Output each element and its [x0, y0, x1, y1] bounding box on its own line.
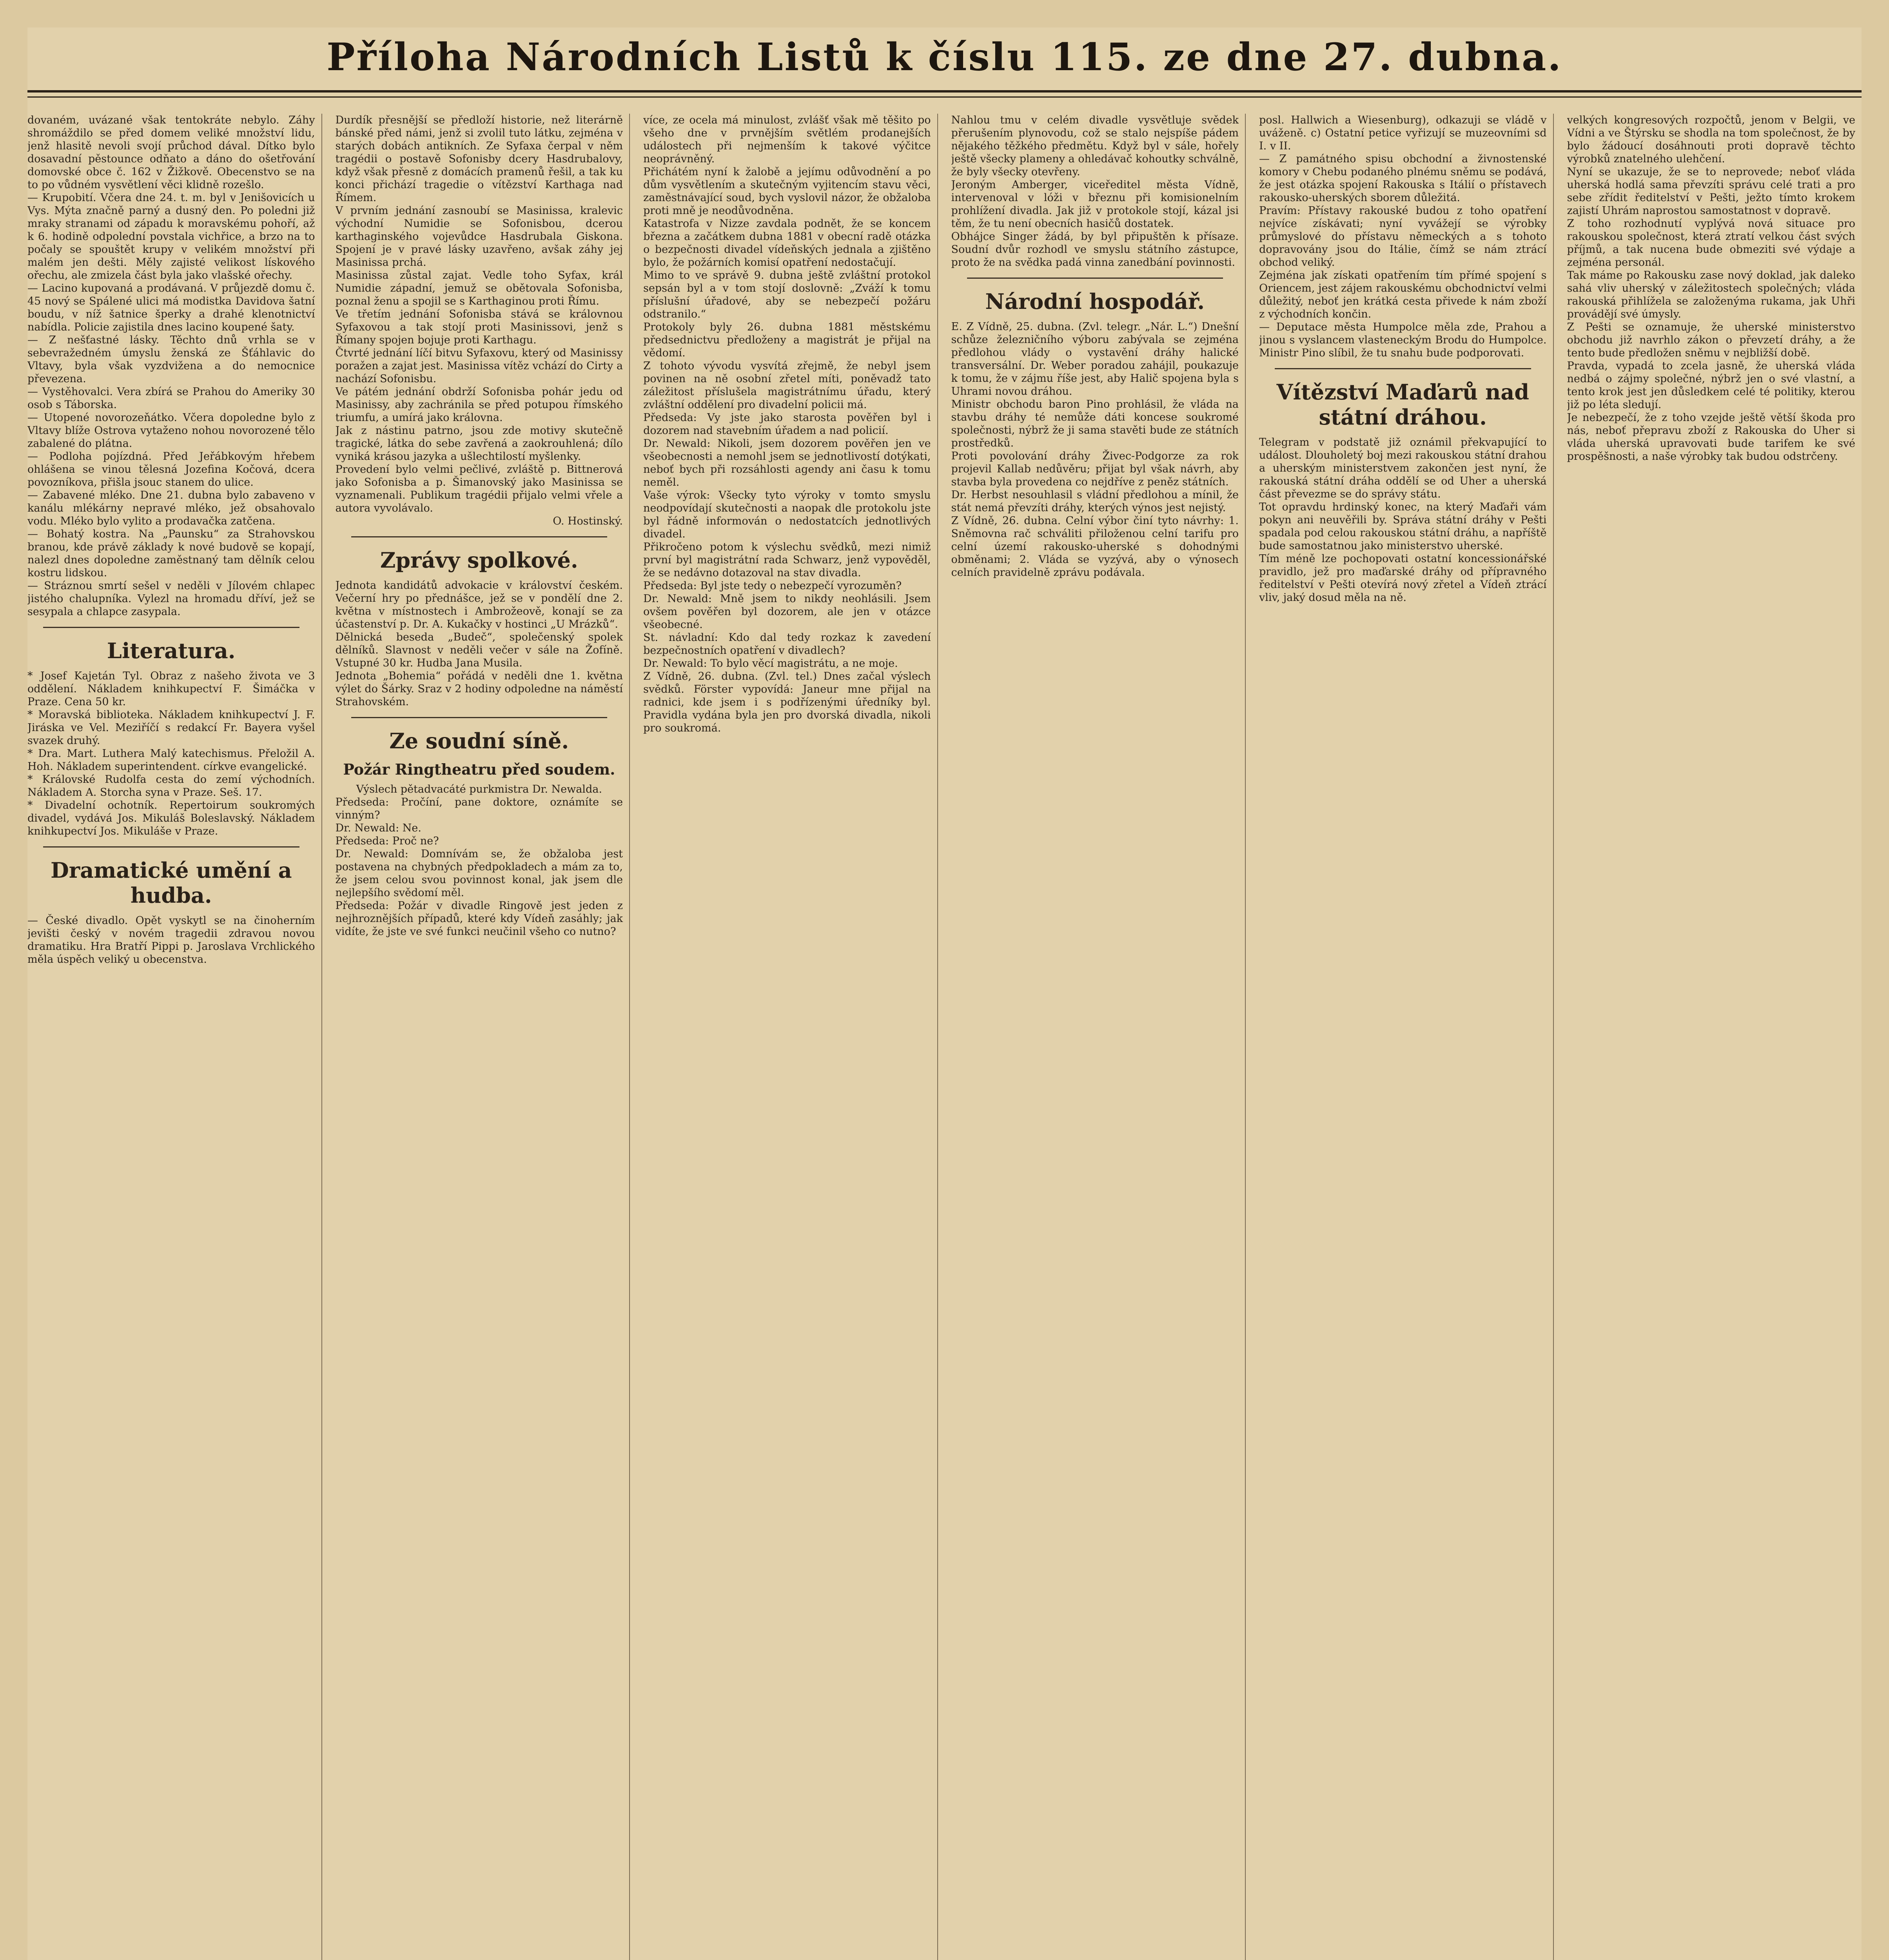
article-text: — Zabavené mléko. Dne 21. dubna bylo zabaveno v kanálu mlékárny nepravé mléko, jež obsahovalo vodu. Mléko bylo vylito a prodavačka zatčena.: [27, 489, 319, 527]
article-text: — České divadlo. Opět vyskytl se na činoherním jevišti český v novém tragedii zdravou novou dramatiku. Hra Bratří Pippi p. Jaroslava Vrchlického měla úspěch veliký u obecenstva.: [27, 915, 319, 965]
article-text: — Lacino kupovaná a prodávaná. V průjezdě domu č. 45 nový se Spálené ulici má modistka Davidova šatní boudu, v níž šatnice šperky a drahé klenotnictví nabídla. Policie zajistila dnes lacino koupené šaty.: [27, 282, 319, 333]
article-text: více, ze ocela má minulost, zvlášť však mě těšito po všeho dne v prvnějším světlém prodanejších událostech při nejmenším k takové výčitce neoprávněný.: [643, 114, 935, 165]
article-text: dovaném, uvázané však tentokráte nebylo. Záhy shromáždilo se před domem veliké množství lidu, jenž hlasitě nevoli svojí průchod dával. Dítko bylo dosavadní pěstounce odňato a dáno do ošetřování domovské obce č. 162 v Žižkově. Obecenstvo se na to po vůdném vysvětlení věci klidně rozešlo.: [27, 114, 319, 191]
article-text: * Královské Rudolfa cesta do zemí východních. Nákladem A. Storcha syna v Praze. Seš. 17.: [27, 773, 319, 799]
article-text: Dr. Newald: Nikoli, jsem dozorem pověřen jen ve všeobecnosti a nemohl jsem se jednotlivostí dotýkati, neboť bych při rozsáhlosti agendy ani času k tomu neměl.: [643, 437, 935, 488]
separator: [43, 846, 299, 848]
article-text: Čtvrté jednání líčí bitvu Syfaxovu, který od Masinissy poražen a zajat jest. Masinissa vítěz vchází do Cirty a nachází Sofonisbu.: [335, 347, 626, 385]
article-text: Dr. Herbst nesouhlasil s vládní předlohou a mínil, že stát nemá převzíti dráhy, kterých výnos jest nejistý.: [951, 489, 1242, 514]
article-text: * Divadelní ochotník. Repertoirum soukromých divadel, vydává Jos. Mikuláš Boleslavský. Nákladem knihkupectví Jos. Mikuláše v Praze.: [27, 799, 319, 837]
section-heading-hungary: Vítězství Maďarů nad státní dráhou.: [1276, 379, 1529, 430]
article-text: Pravím: Přístavy rakouské budou z toho opatření nejvíce získávati; nyní vyvážejí se výrobky průmyslové do přístavu německých a s tohoto dopravovány jsou do Itálie, čímž se nám ztrácí obchod veliký.: [1259, 205, 1550, 269]
article-text: Jednota „Bohemia“ pořádá v neděli dne 1. května výlet do Šárky. Sraz v 2 hodiny odpoledne na náměstí Strahovském.: [335, 670, 626, 708]
sub-heading: Požár Ringtheatru před soudem.: [343, 760, 615, 778]
article-text: Protokoly byly 26. dubna 1881 městskému předsednictvu předloženy a magistrát je přijal na vědomí.: [643, 321, 935, 359]
article-text: Pravda, vypadá to zcela jasně, že uherská vláda nedbá o zájmy společné, nýbrž jen o své vlastní, a tento krok jest jen důsledkem celé té politiky, kterou již po léta sledují.: [1567, 360, 1859, 411]
article-text: — Bohatý kostra. Na „Paunsku“ za Strahovskou branou, kde právě základy k nové budově se kopají, nalezl dnes dopoledne zaměstnaný tam dělník celou kostru lidskou.: [27, 528, 319, 579]
article-text: Provedení bylo velmi pečlivé, zvláště p. Bittnerová jako Sofonisba a p. Šimanovský jako Masinissa se vyznamenali. Publikum tragédii přijalo velmi vřele a autora vyvolávalo.: [335, 463, 626, 514]
separator: [967, 278, 1223, 279]
separator: [1275, 368, 1531, 369]
article-text: — Podloha pojízdná. Před Jeřábkovým hřebem ohlášena se vinou tělesná Jozefina Kočová, dcera povozníkova, přišla jsouc stanem do ulice.: [27, 450, 319, 488]
article-text: Z Vídně, 26. dubna. Celní výbor činí tyto návrhy: 1. Sněmovna rač schváliti přiloženou celní tarifu pro celní území rakousko-uherské s dohodnými obměnami; 2. Vláda se vyzývá, aby o výnosech celních pravidelně zprávu podávala.: [951, 515, 1242, 579]
article-text: Proti povolování dráhy Živec-Podgorze za rok projevil Kallab nedůvěru; přijat byl však návrh, aby stavba byla provedena co nejdříve z peněz státních.: [951, 450, 1242, 488]
article-text: Mimo to ve správě 9. dubna ještě zvláštní protokol sepsán byl a v tom stojí doslovně: „Zváží k tomu příslušní úřadové, aby se nebezpečí požáru odstranilo.“: [643, 269, 935, 320]
column-2: [336, 114, 630, 1960]
article-text: Nahlou tmu v celém divadle vysvětluje svědek přerušením plynovodu, což se stalo nejspíše pádem nějakého těžkého předmětu. Když byl v sále, hořely ještě všecky plameny a ohledávač kohoutky schválně, že byly všecky otevřeny.: [951, 114, 1242, 178]
article-text: — Stráznou smrtí sešel v neděli v Jílovém chlapec jistého chalupníka. Vylezl na hromadu dříví, jež se sesypala a chlapce zasypala.: [27, 580, 319, 618]
article-text: Dělnická beseda „Budeč“, společenský spolek dělníků. Slavnost v neděli večer v sále na Žofíně. Vstupné 30 kr. Hudba Jana Musila.: [335, 631, 626, 669]
author-signature: O. Hostinský.: [553, 515, 623, 527]
article-text: Jednota kandidátů advokacie v království českém. Večerní hry po přednášce, jež se v pondělí dne 2. května v místnostech i Ambrožeově, konají se za účastenství p. Dr. A. Kukačky v hostinci „U Mrázků“.: [335, 579, 626, 630]
column-4: [951, 114, 1246, 1960]
article-text: Tak máme po Rakousku zase nový doklad, jak daleko sahá vliv uherský v záležitostech společných; vláda rakouská přihlížela se založenýma rukama, jak Uhři provádějí své úmysly.: [1567, 269, 1859, 320]
article-text: Předseda: Vy jste jako starosta pověřen byl i dozorem nad stavebním úřadem a nad policií.: [643, 412, 935, 437]
article-text: — Vystěhovalci. Vera zbírá se Prahou do Ameriky 30 osob s Táborska.: [27, 386, 319, 411]
article-text: * Josef Kajetán Tyl. Obraz z našeho života ve 3 oddělení. Nákladem knihkupectví F. Šimáčka v Praze. Cena 50 kr.: [27, 670, 319, 708]
article-text: * Moravská biblioteka. Nákladem knihkupectví J. F. Jiráska ve Vel. Meziříčí s redakcí Fr. Bayera vyšel svazek druhý.: [27, 709, 319, 747]
article-text: Dr. Newald: Ne.: [335, 822, 421, 834]
article-text: Dr. Newald: Domnívám se, že obžaloba jest postavena na chybných předpokladech a mám za to, že jsem celou svou povinnost konal, jak jsem dle nejlepšího svědomí měl.: [335, 848, 626, 899]
article-text: Jak z nástinu patrno, jsou zde motivy skutečně tragické, látka do sebe zavřená a zaokrouhlená; dílo vyniká krásou jazyka a ušlechtilostí myšlenky.: [335, 425, 626, 463]
article-text: — Deputace města Humpolce měla zde, Prahou a jinou s vyslancem vlasteneckým Brodu do Humpolce. Ministr Pino slíbil, že tu snahu bude podporovati.: [1259, 321, 1550, 359]
column-grid: [27, 114, 1862, 1960]
article-text: St. návladní: Kdo dal tedy rozkaz k zavedení bezpečnostních opatření v divadlech?: [643, 632, 935, 657]
section-heading-literature: Literatura.: [107, 638, 236, 663]
article-text: Nyní se ukazuje, že se to neprovede; neboť vláda uherská hodlá sama převzíti správu celé trati a pro sebe zřídit ředitelství v Pešti, ježto tímto krokem zajistí Uhrám naprostou samostatnost v dopravě.: [1567, 166, 1859, 217]
article-text: Ministr obchodu baron Pino prohlásil, že vláda na stavbu dráhy té nemůže dáti koncese soukromé společnosti, nýbrž že ji sama stavěti bude ze státních prostředků.: [951, 398, 1242, 449]
article-text: Obhájce Singer žádá, by byl připuštěn k přísaze. Soudní dvůr rozhodl ve smyslu státního zástupce, proto že na svědka padá vinna zanedbání povinnosti.: [951, 230, 1242, 269]
article-text: Z tohoto vývodu vysvítá zřejmě, že nebyl jsem povinen na ně osobní zřetel míti, poněvadž tato záležitost příslušela magistrátnímu úřadu, který zvláštní oddělení pro divadelní policii má.: [643, 360, 935, 411]
article-text: — Krupobití. Včera dne 24. t. m. byl v Jenišovicích u Vys. Mýta značně parný a dusný den. Po poledni již mraky stranami od západu k moravskému pohoří, až k 6. hodině odpolední povstala vichřice, a brzo na to počaly se spouštět krupy v velikém množství při malém jen dešti. Měly zajisté velikost lískového ořechu, ale zmizela část byla jako vlašské ořechy.: [27, 192, 319, 281]
column-1: [27, 114, 322, 1960]
article-text: Tím méně lze pochopovati ostatní koncessionářské pravidlo, jež pro maďarské dráhy od přípravného ředitelství v Pešti otevírá nový zřetel a Vídeň ztrácí vliv, jaký dosud měla na ně.: [1259, 553, 1550, 604]
section-heading-drama: Dramatické umění a hudba.: [50, 858, 292, 908]
sub-heading-small: Výslech pětadvacáté purkmistra Dr. Newalda.: [356, 783, 602, 795]
article-text: Vaše výrok: Všecky tyto výroky v tomto smyslu neodpovídají skutečnosti a naopak dle protokolu jste byl řádně informován o nedostatcích jednotlivých divadel.: [643, 489, 935, 540]
column-6: [1567, 114, 1862, 1960]
newspaper-page: [27, 27, 1862, 1960]
section-heading-clubs: Zprávy spolkové.: [380, 548, 578, 573]
column-5: [1259, 114, 1554, 1960]
article-text: Katastrofa v Nizze zavdala podnět, že se koncem března a začátkem dubna 1881 v obecní radě otázka o bezpečnosti divadel vídeňských jednala a zjištěno bylo, že požárních komisí opatření nedostačují.: [643, 218, 935, 269]
article-text: Durdík přesnější se předloží historie, než literárně bánské před námi, jenž si zvolil tuto látku, zejména v starých dobách antikních. Ze Syfaxa čerpal v něm tragédii o postavě Sofonisby dcery Hasdrubalovy, když však přesně z domácích pramenů řešil, a tak ku konci přichází tragedie o vítězství Karthaga nad Římem.: [335, 114, 626, 204]
article-text: Z Pešti se oznamuje, že uherské ministerstvo obchodu již navrhlo zákon o převzetí dráhy, a že tento bude předložen sněmu v nejbližší době.: [1567, 321, 1859, 359]
masthead-title: Příloha Národních Listů k číslu 115. ze dne 27. dubna.: [327, 34, 1562, 79]
article-text: Jeroným Amberger, viceředitel města Vídně, intervenoval v lóži v březnu při komisionelním prohlížení divadla. Jak již v protokole stojí, kázal jsi těm, že tu není obecních hasičů dostatek.: [951, 179, 1242, 230]
article-text: * Dra. Mart. Luthera Malý katechismus. Přeložil A. Hoh. Nákladem superintendent. církve evangelické.: [27, 748, 319, 773]
article-text: Předseda: Požár v divadle Ringově jest jeden z nejhroznějších případů, které kdy Vídeň zasáhly; jak vidíte, že jste ve své funkci neučinil všeho co nutno?: [335, 900, 626, 938]
masthead-rule: [27, 90, 1862, 93]
column-3: [643, 114, 938, 1960]
article-text: Předseda: Pročíní, pane doktore, oznámíte se vinným?: [335, 796, 626, 821]
article-text: Z toho rozhodnutí vyplývá nová situace pro rakouskou společnost, která ztratí velkou část svých příjmů, a tak nucena bude obmeziti své výdaje a zejména personál.: [1567, 218, 1859, 269]
separator: [43, 627, 299, 628]
article-text: Přichátém nyní k žalobě a jejímu odůvodnění a po dům vysvětlením a skutečným vyjitencím stavu věci, zaměstnávající soud, bych vyslovil názor, že obžaloba proti mně je neodůvodněna.: [643, 166, 935, 217]
article-text: posl. Hallwich a Wiesenburg), odkazuji se vládě v uváženě. c) Ostatní petice vyřizují se muzeovními sd I. v II.: [1259, 114, 1550, 152]
article-text: Je nebezpečí, že z toho vzejde ještě větší škoda pro nás, neboť přepravu zboží z Rakouska do Uher si vláda uherská upravovati bude tarifem ke své prospěšnosti, a naše výrobky tak budou odstrčeny.: [1567, 412, 1859, 463]
article-text: E. Z Vídně, 25. dubna. (Zvl. telegr. „Nár. L.“) Dnešní schůze železničního výboru zabývala se zejména předlohou vlády o vystavění dráhy halické transversální. Dr. Weber poradou zahájil, poukazuje k tomu, že v zájmu říše jest, aby Halič spojena byla s Uhrami novou dráhou.: [951, 321, 1242, 397]
article-text: Telegram v podstatě již oznámil překvapující to událost. Dlouholetý boj mezi rakouskou státní drahou a uherským ministerstvem zakončen jest nyní, že rakouská státní dráha oddělí se od Uher a uherská část převezme se do správy státu.: [1259, 436, 1550, 500]
article-text: Dr. Newald: To bylo věcí magistrátu, a ne moje.: [643, 657, 898, 670]
article-text: Masinissa zůstal zajat. Vedle toho Syfax, král Numidie západní, jemuž se obětovala Sofonisba, poznal ženu a spojil se s Karthaginou proti Římu.: [335, 269, 626, 307]
article-text: — Z památného spisu obchodní a živnostenské komory v Chebu podaného plnému sněmu se podává, že jest otázka spojení Rakouska s Itálií o přístavech rakousko-uherských sborem důležitá.: [1259, 153, 1550, 204]
article-text: Předseda: Proč ne?: [335, 835, 439, 847]
article-text: V prvním jednání zasnoubí se Masinissa, kralevic východní Numidie se Sofonisbou, dcerou karthaginského vojevůdce Hasdrubala Giskona. Spojení je v pravé lásky uzavřeno, avšak záhy jej Masinissa prchá.: [335, 205, 626, 269]
article-text: Ve pátém jednání obdrží Sofonisba pohár jedu od Masinissy, aby zachránila se před potupou římského triumfu, a umírá jako královna.: [335, 386, 626, 424]
article-text: Přikročeno potom k výslechu svědků, mezi nimiž první byl magistrátní rada Schwarz, jenž vypověděl, že se nedávno dotazoval na stav divadla.: [643, 541, 935, 579]
article-text: Dr. Newald: Mně jsem to nikdy neohlásili. Jsem ovšem pověřen byl dozorem, ale jen v otázce všeobecné.: [643, 593, 935, 631]
separator: [351, 717, 608, 718]
article-text: Zejména jak získati opatřením tím přímé spojení s Oriencem, jest zájem rakouskému obchodnictví velmi důležitý, neboť jen krátká cesta přivede k nám zboží z východních končin.: [1259, 269, 1550, 320]
article-text: velkých kongresových rozpočtů, jenom v Belgii, ve Vídni a ve Štýrsku se shodla na tom společnost, že by bylo žádoucí dosáhnouti proti dopravě těchto výrobků znatelného ulehčení.: [1567, 114, 1859, 165]
article-text: Tot opravdu hrdinský konec, na který Maďaři vám pokyn ani neuvěřili by. Správa státní dráhy v Pešti spadala pod celou rakouskou státní dráhu, a napříště bude samostatnou jako ministerstvo uherské.: [1259, 501, 1550, 552]
article-text: Z Vídně, 26. dubna. (Zvl. tel.) Dnes začal výslech svědků. Förster vypovídá: Janeur mne přijal na radnici, kde jsem i s podřízenými úředníky byl. Pravidla vydána byla jen pro dvorská divadla, nikoli pro soukromá.: [643, 670, 935, 734]
article-text: Ve třetím jednání Sofonisba stává se královnou Syfaxovou a tak stojí proti Masinissovi, jenž s Římany spojen bojuje proti Karthagu.: [335, 308, 626, 346]
masthead: [27, 27, 1862, 86]
separator: [351, 536, 608, 537]
article-text: Předseda: Byl jste tedy o nebezpečí vyrozuměn?: [643, 580, 902, 592]
section-heading-economy: Národní hospodář.: [985, 289, 1205, 314]
article-text: — Utopené novorozeňátko. Včera dopoledne bylo z Vltavy blíže Ostrova vytaženo nohou novorozené tělo zabalené do plátna.: [27, 412, 319, 450]
section-heading-court: Ze soudní síně.: [389, 728, 569, 753]
masthead-rule-thin: [27, 96, 1862, 98]
article-text: — Z nešťastné lásky. Těchto dnů vrhla se v sebevražedném úmyslu ženská ze Šťáhlavic do Vltavy, byla však vyzdvižena a do nemocnice převezena.: [27, 334, 319, 385]
